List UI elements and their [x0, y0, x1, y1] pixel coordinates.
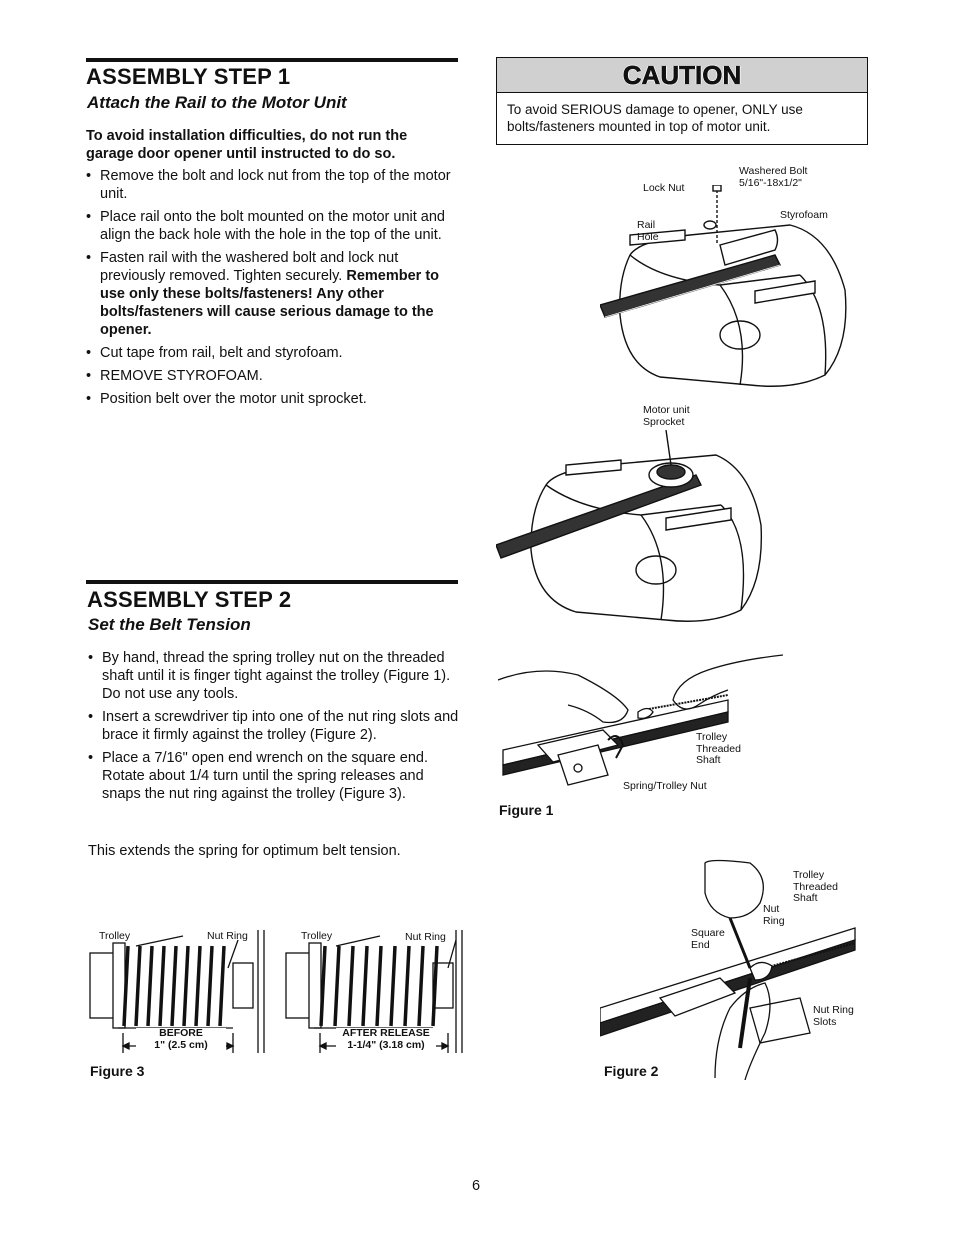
fasten-bold: Remember to use only these bolts/fasteners! Any other bolts/fasteners will cause serious damage to the opener.	[100, 268, 440, 338]
caution-title: CAUTION	[497, 58, 867, 93]
figure3-caption: Figure 3	[90, 1063, 145, 1079]
step1-warning: To avoid installation difficulties, do not run the garage door opener until instructed to do so.	[86, 128, 408, 162]
step1-bullet-fasten	[86, 249, 456, 339]
label-lock-nut: Lock Nut	[643, 182, 685, 194]
fig3-label-before: BEFORE 1" (2.5 cm)	[136, 1028, 226, 1051]
step2-closing: This extends the spring for optimum belt tension.	[88, 843, 401, 859]
fig2-label-square-end: Square End	[691, 927, 725, 951]
step2-bullet-1: • By hand, thread the spring trolley nut on the threaded shaft until it is finger tight against the trolley (Figure 1). Do not use any tools.	[88, 649, 460, 703]
fig2-label-nut-ring-slots: Nut Ring Slots	[813, 1004, 854, 1028]
caution-box	[496, 57, 868, 145]
fig2-label-nut-ring: Nut Ring	[763, 903, 785, 927]
fig2-label-trolley-shaft: Trolley Threaded Shaft	[793, 869, 838, 904]
fasten-text: Fasten rail with the washered bolt and lock nut previously removed. Tighten securely.	[100, 250, 399, 284]
step2-bullets	[88, 649, 460, 808]
step2-subtitle: Set the Belt Tension	[88, 615, 251, 634]
step2-title: ASSEMBLY STEP 2	[87, 587, 292, 612]
figure1-caption: Figure 1	[499, 802, 554, 818]
label-styrofoam: Styrofoam	[780, 209, 828, 221]
fig3-label-nutring-after: Nut Ring	[405, 931, 446, 943]
fig3-label-after: AFTER RELEASE 1-1/4" (3.18 cm)	[336, 1028, 436, 1051]
step1-bullet-5: • Position belt over the motor unit sprocket.	[86, 390, 456, 408]
step1-title: ASSEMBLY STEP 1	[86, 64, 291, 89]
step2-rule	[86, 580, 458, 584]
step1-subtitle: Attach the Rail to the Motor Unit	[87, 93, 347, 112]
caution-text: To avoid SERIOUS damage to opener, ONLY use bolts/fasteners mounted in top of motor unit.	[507, 102, 803, 134]
fig3-label-nutring-before: Nut Ring	[207, 930, 248, 942]
step1-bullet-3: • Cut tape from rail, belt and styrofoam.	[86, 344, 456, 362]
label-motor-sprocket: Motor unit Sprocket	[643, 404, 690, 428]
label-washered-bolt: Washered Bolt 5/16"-18x1/2"	[739, 165, 808, 189]
fig1-label-spring-nut: Spring/Trolley Nut	[623, 780, 707, 792]
fig3-label-trolley-after: Trolley	[301, 930, 333, 942]
fig1-label-trolley-shaft: Trolley Threaded Shaft	[696, 731, 741, 766]
page-number: 6	[472, 1178, 481, 1194]
step1-rule	[86, 58, 458, 62]
motor-unit-illustration-bottom	[496, 430, 776, 630]
step1-bullets	[86, 167, 456, 413]
fig3-label-trolley-before: Trolley	[99, 930, 131, 942]
step1-bullet-2: • Place rail onto the bolt mounted on the motor unit and align the back hole with the hole in the top of the unit.	[86, 208, 456, 244]
step2-bullet-3: • Place a 7/16" open end wrench on the square end. Rotate about 1/4 turn until the spring releases and snaps the nut ring against the trolley (Figure 3).	[88, 749, 460, 803]
figure1-illustration	[498, 650, 783, 790]
step2-bullet-2: • Insert a screwdriver tip into one of the nut ring slots and brace it firmly against the trolley (Figure 2).	[88, 708, 460, 744]
label-rail-hole: Rail Hole	[637, 219, 659, 243]
step1-bullet-1: • Remove the bolt and lock nut from the top of the motor unit.	[86, 167, 456, 203]
step1-bullet-4: • REMOVE STYROFOAM.	[86, 367, 456, 385]
figure2-caption: Figure 2	[604, 1063, 659, 1079]
